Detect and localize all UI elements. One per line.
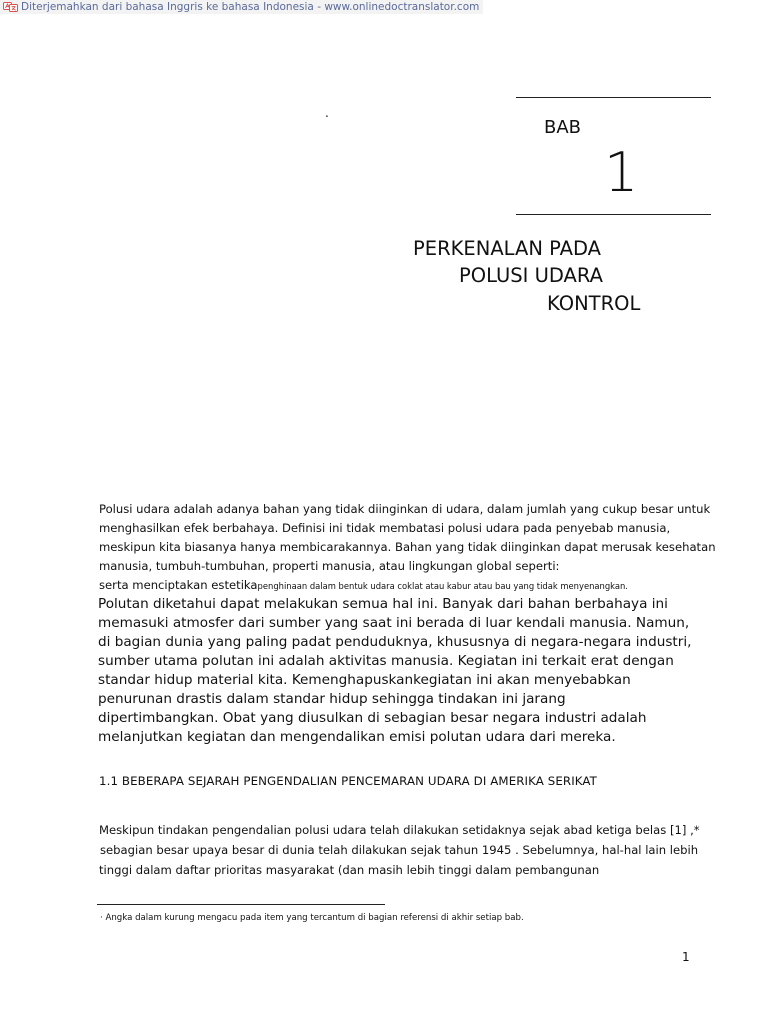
chapter-number: 1 xyxy=(604,141,639,204)
mixed-size-line xyxy=(99,576,716,596)
translator-banner-text[interactable]: Diterjemahkan dari bahasa Inggris ke bahasa Indonesia - www.onlinedoctranslator.com xyxy=(21,1,480,13)
translator-banner[interactable] xyxy=(0,0,483,14)
footnote-rule xyxy=(97,904,385,905)
text-line: menghasilkan efek berbahaya. Definisi ini tidak membatasi polusi udara pada penyebab manusia, xyxy=(99,521,671,535)
text-line: memasuki atmosfer dari sumber yang saat ini berada di luar kendali manusia. Namun, xyxy=(98,615,690,631)
stray-dot: . xyxy=(325,106,329,120)
text-line: tinggi dalam daftar prioritas masyarakat (dan masih lebih tinggi dalam pembangunan xyxy=(99,863,600,877)
footnote: · Angka dalam kurung mengacu pada item yang tercantum di bagian referensi di akhir setiap bab. xyxy=(100,913,524,923)
text-line: melanjutkan kegiatan dan mengendalikan emisi polutan udara dari mereka. xyxy=(98,729,616,745)
text-line: sumber utama polutan ini adalah aktivitas manusia. Kegiatan ini terkait erat dengan xyxy=(98,653,674,669)
text-line: Polutan diketahui dapat melakukan semua hal ini. Banyak dari bahan berbahaya ini xyxy=(98,596,668,612)
text-line-tiny: penghinaan dalam bentuk udara coklat atau kabur atau bau yang tidak menyenangkan. xyxy=(257,581,628,591)
text-line: dipertimbangkan. Obat yang diusulkan di sebagian besar negara industri adalah xyxy=(98,710,647,726)
text-line: penurunan drastis dalam standar hidup sehingga tindakan ini jarang xyxy=(98,691,566,707)
chapter-label: BAB xyxy=(544,117,582,138)
text-line: manusia, tumbuh-tumbuhan, properti manusia, atau lingkungan global seperti: xyxy=(99,559,560,573)
text-line: Polusi udara adalah adanya bahan yang tidak diinginkan di udara, dalam jumlah yang cukup besar untuk xyxy=(99,502,711,516)
text-line: di bagian dunia yang paling padat penduduknya, khususnya di negara-negara industri, xyxy=(98,634,692,650)
text-line: sebagian besar upaya besar di dunia telah dilakukan sejak tahun 1945 . Sebelumnya, hal-hal lain lebih xyxy=(100,843,699,857)
chapter-title-line-3: KONTROL xyxy=(547,292,641,315)
chapter-title-line-2: POLUSI UDARA xyxy=(459,264,603,287)
chapter-title-line-1: PERKENALAN PADA xyxy=(413,237,601,260)
text-line-normal: serta menciptakan estetika xyxy=(99,578,258,592)
header-top-rule xyxy=(516,97,711,98)
text-line: meskipun kita biasanya hanya membicarakannya. Bahan yang tidak diinginkan dapat merusak kesehatan xyxy=(99,540,716,554)
intro-paragraph-large xyxy=(98,595,691,747)
section-paragraph xyxy=(99,820,700,880)
translate-icon xyxy=(3,2,18,12)
text-line: Meskipun tindakan pengendalian polusi udara telah dilakukan setidaknya sejak abad ketiga belas [1] ,* xyxy=(99,823,700,837)
section-heading: 1.1 BEBERAPA SEJARAH PENGENDALIAN PENCEMARAN UDARA DI AMERIKA SERIKAT xyxy=(99,774,597,788)
page-number: 1 xyxy=(682,950,690,964)
header-bottom-rule xyxy=(516,214,711,215)
text-line: standar hidup material kita. Kemenghapuskankegiatan ini akan menyebabkan xyxy=(98,672,631,688)
intro-paragraph-small xyxy=(99,500,716,596)
